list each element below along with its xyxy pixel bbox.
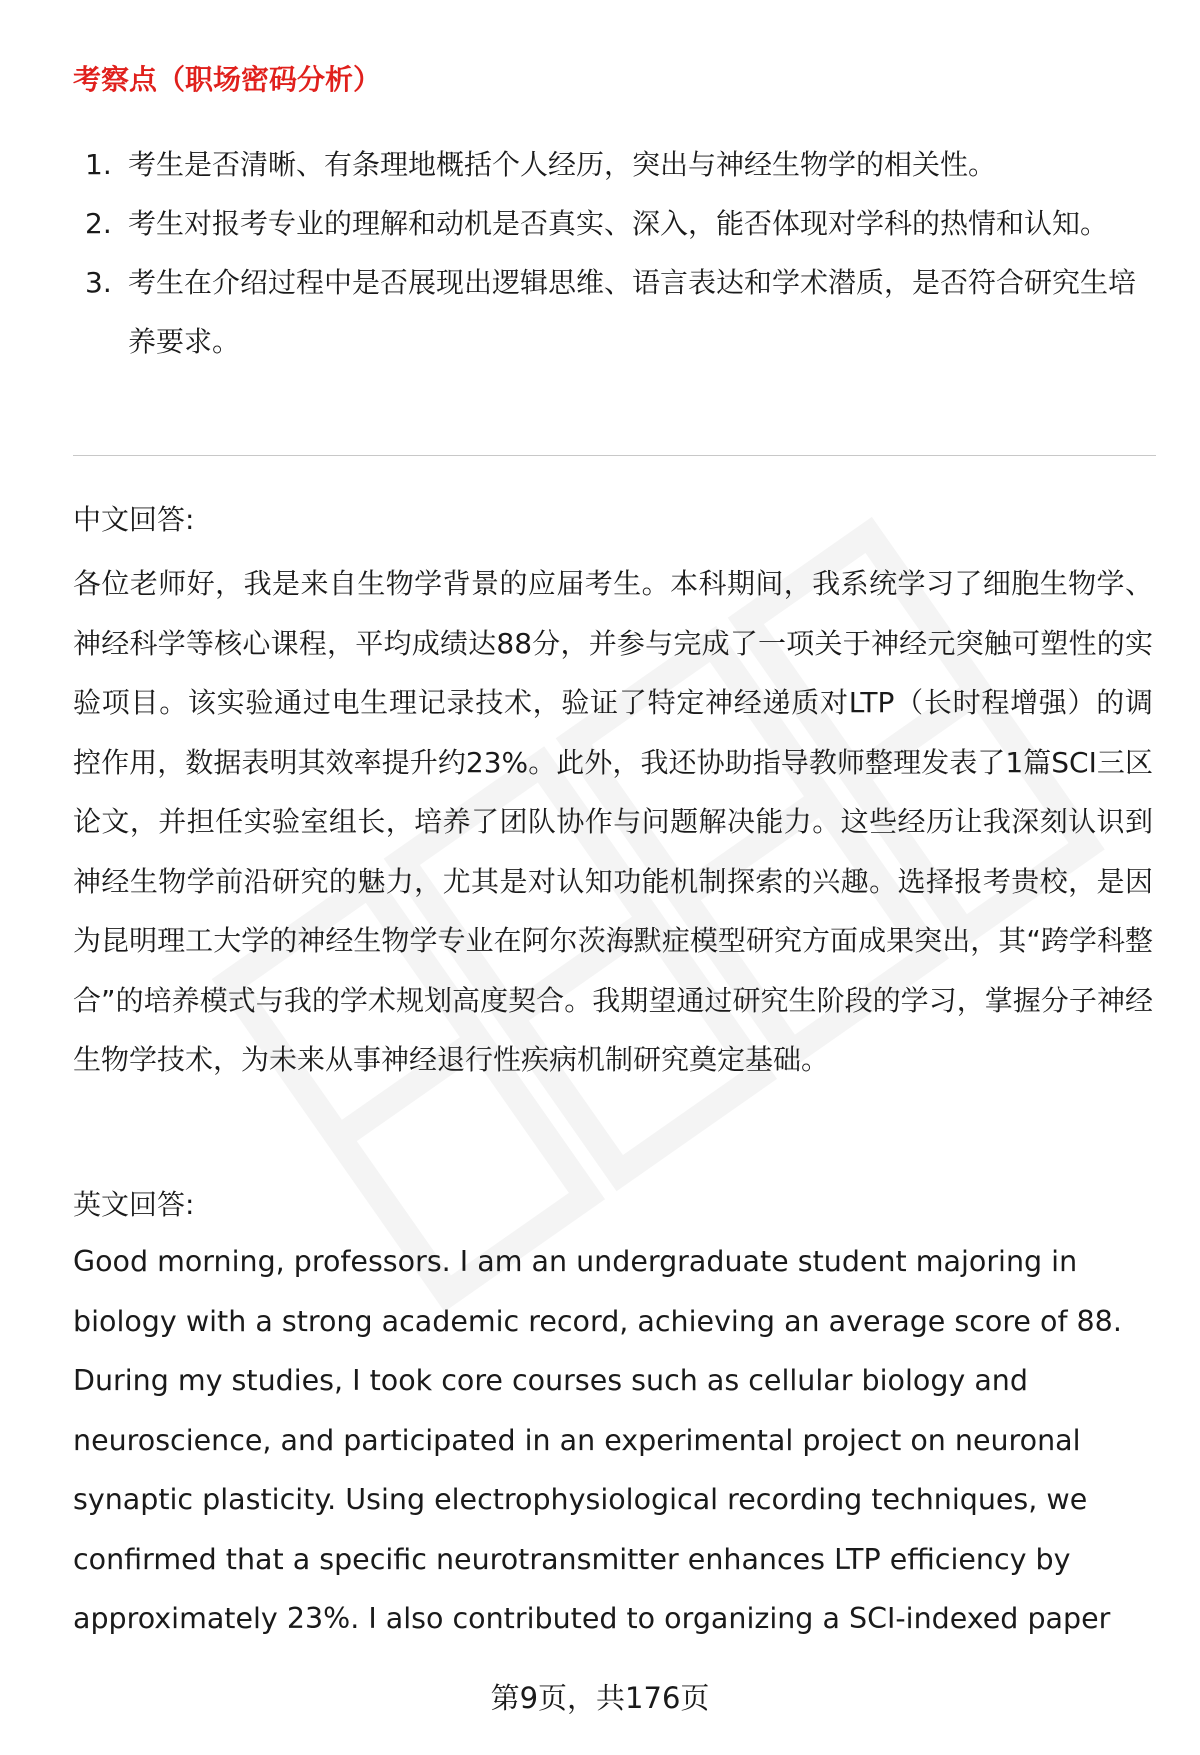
assessment-points-list bbox=[73, 135, 1148, 371]
chinese-answer-label: 中文回答: bbox=[73, 503, 195, 536]
list-item-text: 考生对报考专业的理解和动机是否真实、深入，能否体现对学科的热情和认知。 bbox=[128, 207, 1109, 240]
list-item-number: 3. bbox=[85, 266, 112, 299]
list-item bbox=[73, 253, 1148, 371]
list-item bbox=[73, 194, 1148, 253]
list-item bbox=[73, 135, 1148, 194]
section-divider bbox=[73, 455, 1156, 456]
english-answer-text: Good morning, professors. I am an undergraduate student majoring in biology with a strong academic record, achieving an average score of 88. During my studies, I took core courses such as cellular biology and neuroscience, and participated in an experimental project on neuronal synaptic plasticity. Using electrophysiological recording techniques, we confirmed that a specific neurotransmitter enhances LTP efficiency by approximately 23%. I also contributed to organizing a SCI-indexed paper bbox=[73, 1245, 1122, 1635]
list-item-number: 1. bbox=[85, 148, 112, 181]
chinese-answer-text: 各位老师好，我是来自生物学背景的应届考生。本科期间，我系统学习了细胞生物学、神经科学等核心课程，平均成绩达88分，并参与完成了一项关于神经元突触可塑性的实验项目。该实验通过电生理记录技术，验证了特定神经递质对LTP（长时程增强）的调控作用，数据表明其效率提升约23%。此外，我还协助指导教师整理发表了1篇SCI三区论文，并担任实验室组长，培养了团队协作与问题解决能力。这些经历让我深刻认识到神经生物学前沿研究的魅力，尤其是对认知功能机制探索的兴趣。选择报考贵校，是因为昆明理工大学的神经生物学专业在阿尔茨海默症模型研究方面成果突出，其“跨学科整合”的培养模式与我的学术规划高度契合。我期望通过研究生阶段的学习，掌握分子神经生物学技术，为未来从事神经退行性疾病机制研究奠定基础。 bbox=[73, 567, 1153, 1076]
section-title: 考察点（职场密码分析） bbox=[73, 63, 382, 96]
english-answer-label: 英文回答: bbox=[73, 1188, 195, 1221]
list-item-text: 考生是否清晰、有条理地概括个人经历，突出与神经生物学的相关性。 bbox=[128, 148, 997, 181]
page-number: 第9页，共176页 bbox=[490, 1681, 710, 1715]
list-item-text: 考生在介绍过程中是否展现出逻辑思维、语言表达和学术潜质，是否符合研究生培养要求。 bbox=[128, 266, 1137, 358]
list-item-number: 2. bbox=[85, 207, 112, 240]
